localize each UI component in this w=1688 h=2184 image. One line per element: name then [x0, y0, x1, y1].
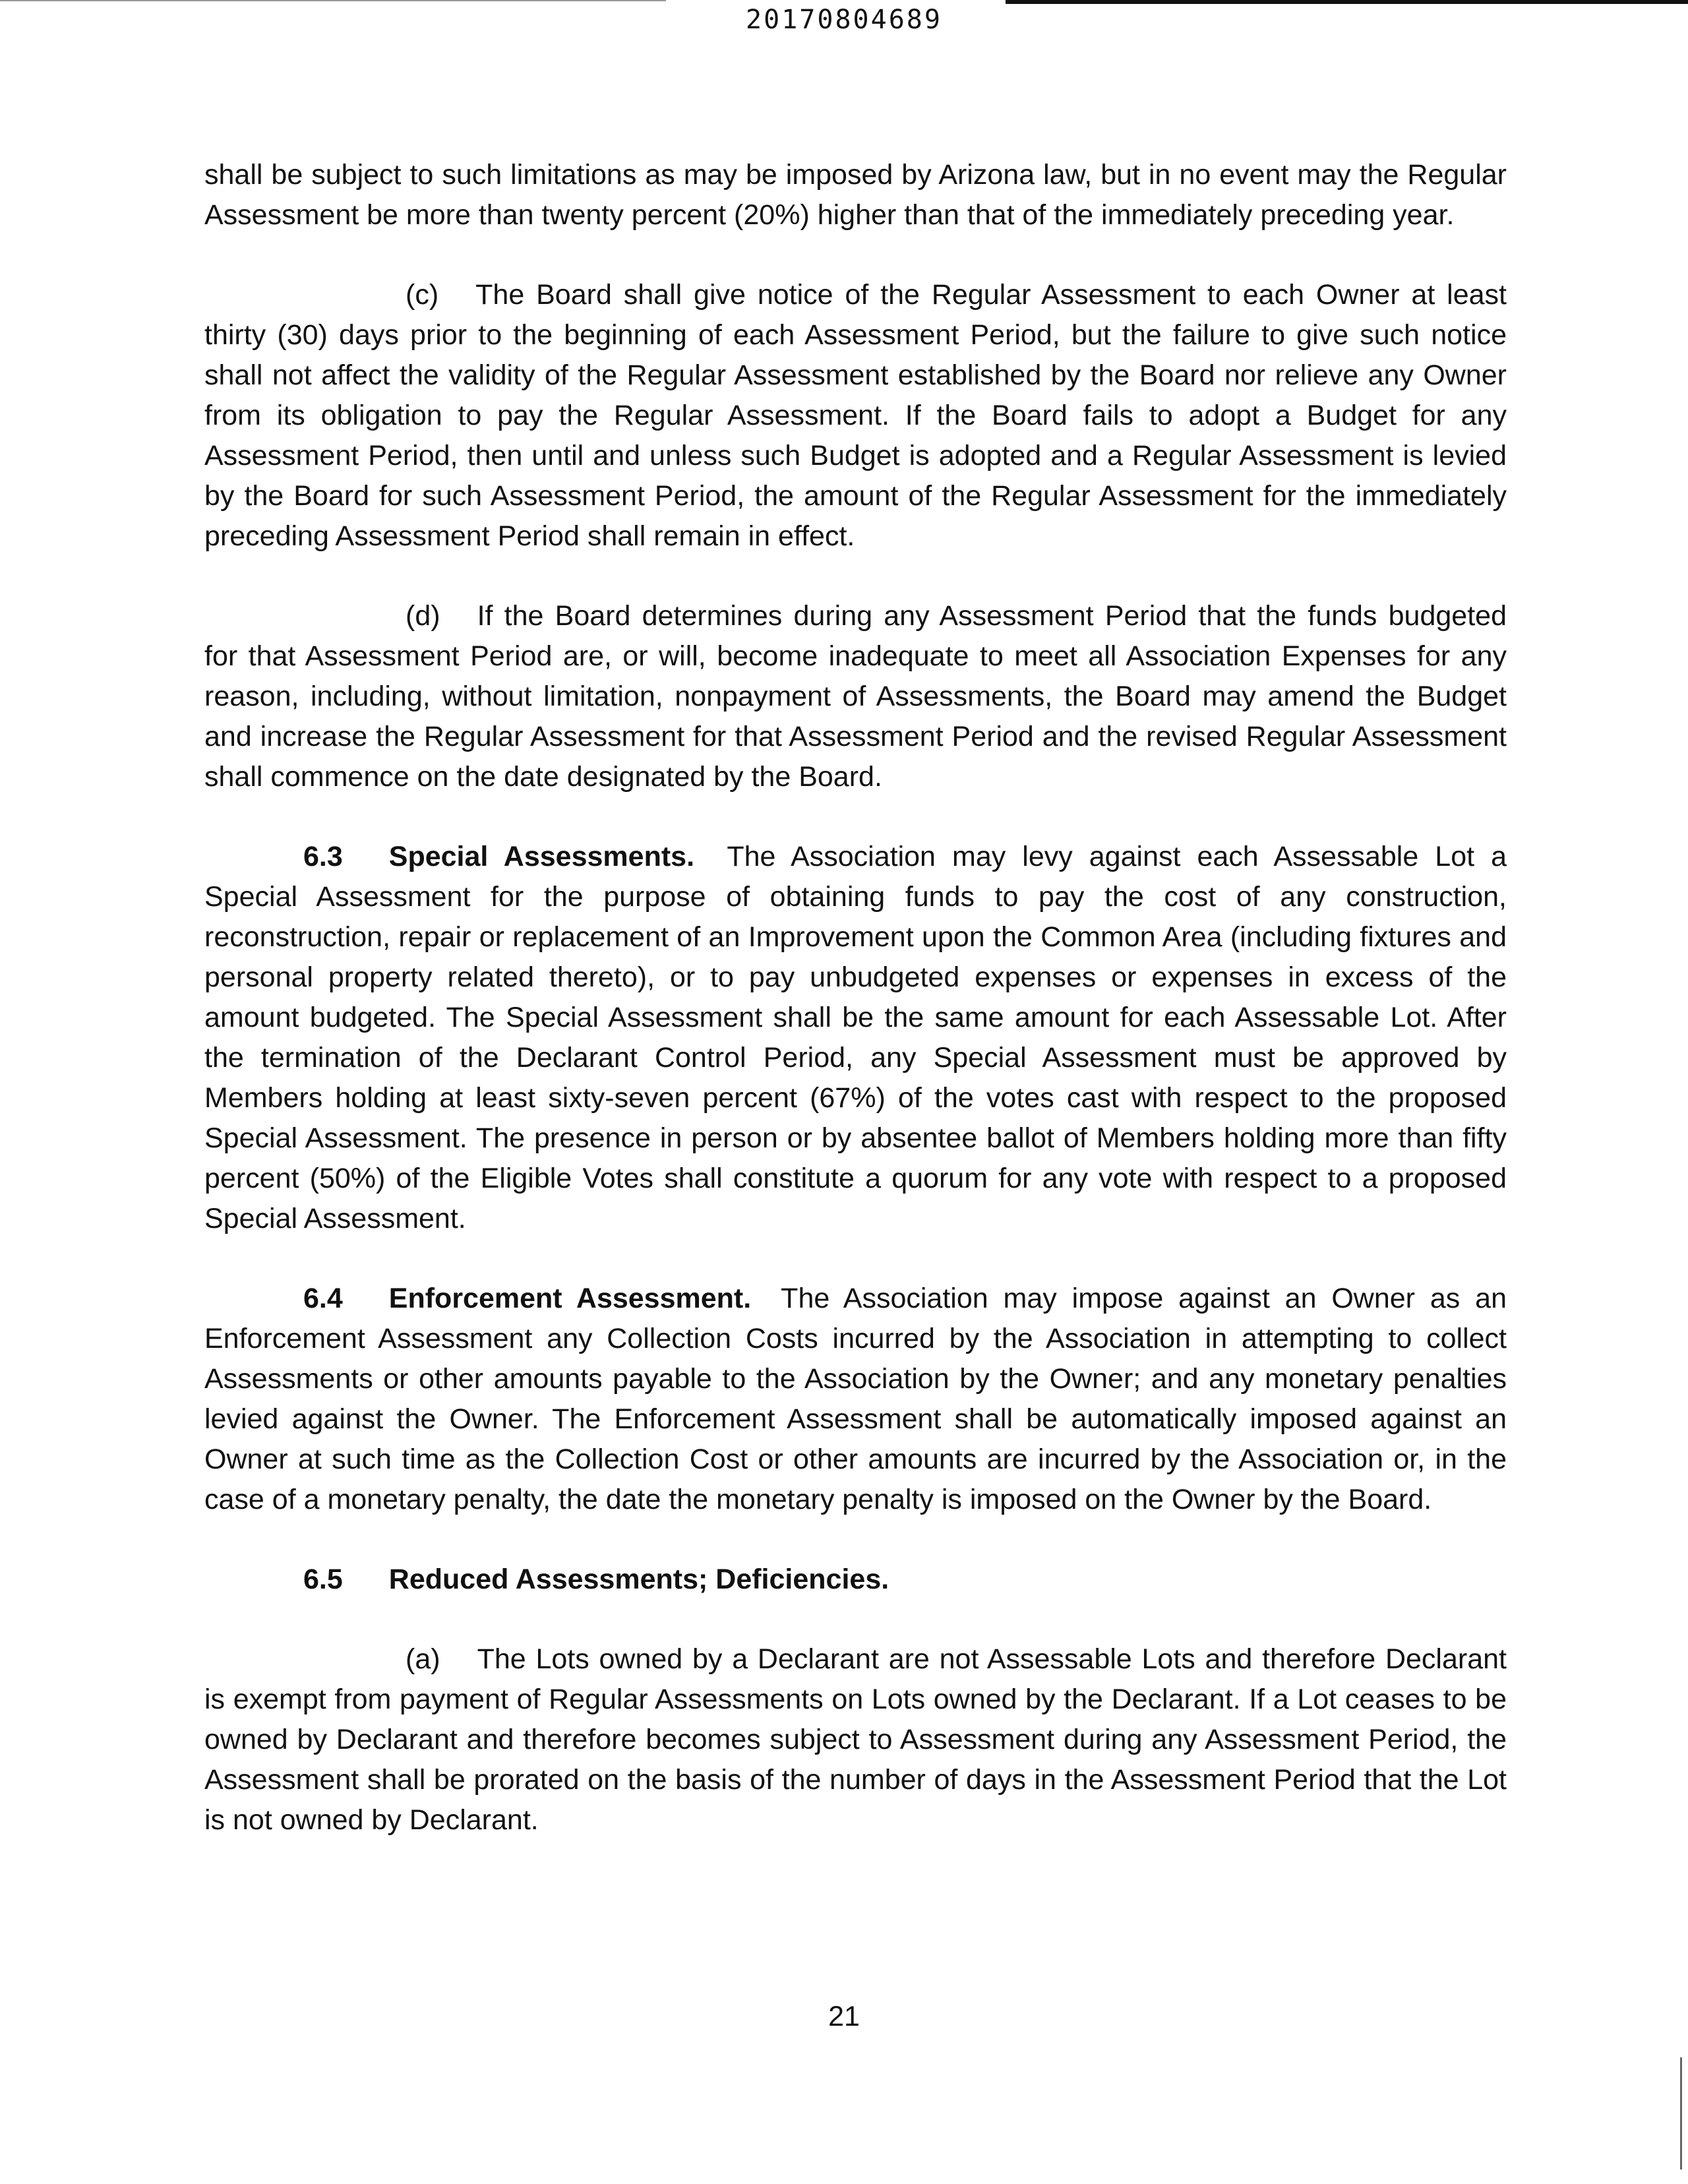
section-6-4-text: The Association may impose against an Owner as an Enforcement Assessment any Collection Costs incurred by the Association in attempting to collect Assessments or other amounts payable to the Association by the Owner; and any monetary penalties levied against the Owner. The Enforcement Assessment shall be automatically imposed against an Owner at such time as the Collection Cost or other amounts are incurred by the Association or, in the case of a monetary penalty, the date the monetary penalty is imposed on the Owner by the Board. — [204, 1283, 1507, 1515]
top-scan-rule-right — [1006, 0, 1688, 4]
subparagraph-a-text: The Lots owned by a Declarant are not Assessable Lots and therefore Declarant is exempt from payment of Regular Assessments on Lots owned by the Declarant. If a Lot ceases to be owned by Declarant and therefore becomes subject to Assessment during any Assessment Period, the Assessment shall be prorated on the basis of the number of days in the Assessment Period that the Lot is not owned by Declarant. — [204, 1643, 1507, 1836]
subparagraph-a-label: (a) — [406, 1643, 440, 1675]
subparagraph-d — [204, 596, 1507, 797]
section-6-3-text: The Association may levy against each Assessable Lot a Special Assessment for the purpose of obtaining funds to pay the cost of any construction, reconstruction, repair or replacement of an Improvement upon the Common Area (including fixtures and personal property related thereto), or to pay unbudgeted expenses or expenses in excess of the amount budgeted. The Special Assessment shall be the same amount for each Assessable Lot. After the termination of the Declarant Control Period, any Special Assessment must be approved by Members holding at least sixty-seven percent (67%) of the votes cast with respect to the proposed Special Assessment. The presence in person or by absentee ballot of Members holding more than fifty percent (50%) of the Eligible Votes shall constitute a quorum for any vote with respect to a proposed Special Assessment. — [204, 841, 1507, 1234]
section-6-4 — [204, 1279, 1507, 1520]
section-6-4-number: 6.4 — [303, 1283, 343, 1314]
recording-number: 20170804689 — [746, 5, 942, 35]
subparagraph-d-text: If the Board determines during any Assessment Period that the funds budgeted for that Assessment Period are, or will, become inadequate to meet all Association Expenses for any reason, including, without limitation, nonpayment of Assessments, the Board may amend the Budget and increase the Regular Assessment for that Assessment Period and the revised Regular Assessment shall commence on the date designated by the Board. — [204, 600, 1507, 793]
subparagraph-c-label: (c) — [406, 279, 439, 311]
section-6-4-title: Enforcement Assessment. — [388, 1283, 752, 1314]
document-body — [204, 155, 1507, 1880]
section-6-3-title: Special Assessments. — [388, 841, 695, 872]
section-6-5-number: 6.5 — [303, 1563, 343, 1595]
section-6-5-heading — [204, 1560, 1507, 1600]
subparagraph-a — [204, 1639, 1507, 1840]
continuation-text: shall be subject to such limitations as may be imposed by Arizona law, but in no event may the Regular Assessment be more than twenty percent (20%) higher than that of the immediately preceding year. — [204, 159, 1507, 231]
top-scan-rule-left — [0, 0, 666, 1]
section-6-5-title: Reduced Assessments; Deficiencies. — [388, 1563, 889, 1595]
subparagraph-c-text: The Board shall give notice of the Regular Assessment to each Owner at least thirty (30) days prior to the beginning of each Assessment Period, but the failure to give such notice shall not affect the validity of the Regular Assessment established by the Board nor relieve any Owner from its obligation to pay the Regular Assessment. If the Board fails to adopt a Budget for any Assessment Period, then until and unless such Budget is adopted and a Regular Assessment is levied by the Board for such Assessment Period, the amount of the Regular Assessment for the immediately preceding Assessment Period shall remain in effect. — [204, 279, 1507, 552]
continuation-paragraph — [204, 155, 1507, 235]
subparagraph-c — [204, 275, 1507, 557]
page-number: 21 — [828, 2001, 860, 2032]
section-6-3-number: 6.3 — [303, 841, 343, 872]
section-6-3 — [204, 837, 1507, 1239]
subparagraph-d-label: (d) — [406, 600, 440, 632]
scan-edge-mark — [1680, 2057, 1682, 2169]
